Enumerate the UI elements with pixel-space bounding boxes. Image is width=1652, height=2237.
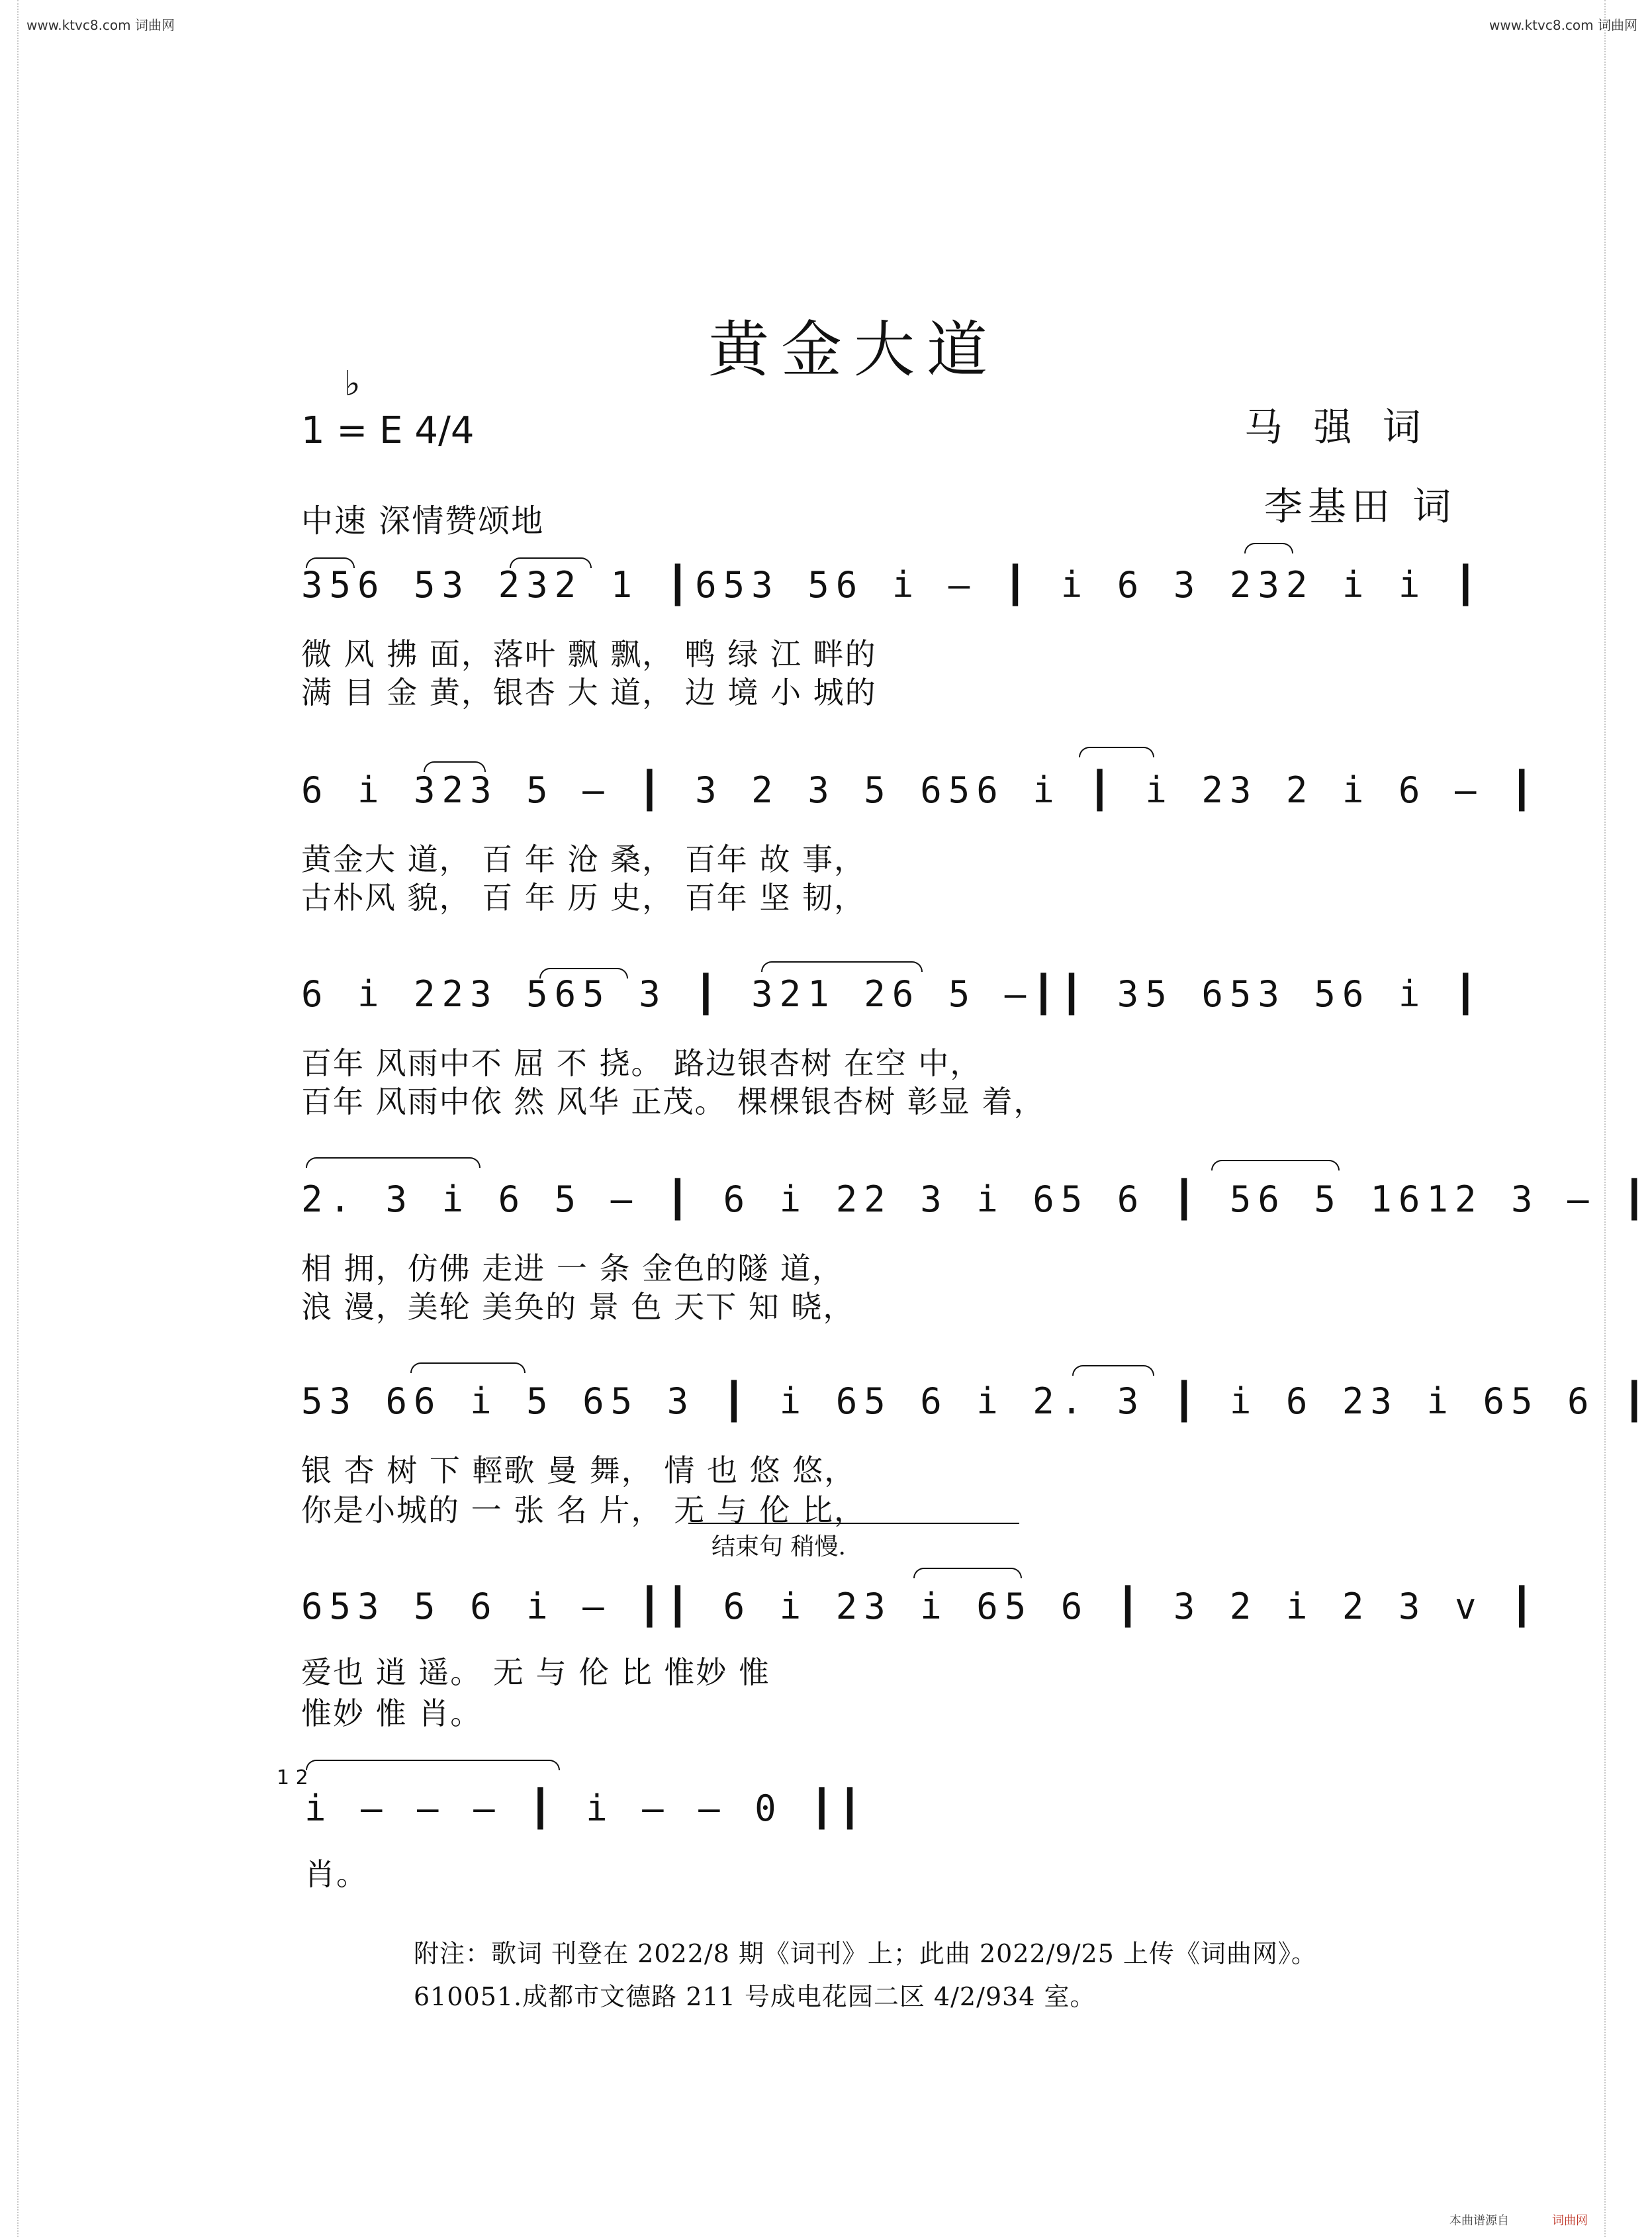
lyrics-line-7-verse-1: 肖。 [304,1856,368,1892]
lyrics-line-5-verse-1: 银 杏 树 下 輕歌 曼 舞， 情 也 悠 悠， [301,1452,856,1488]
volta-mark: 1 2 [277,1766,308,1789]
ending-remark: 结束句 稍慢. [711,1533,846,1560]
notation-line-6: 653 5 6 i — ┃┃ 6 i 23 i 65 6 ┃ 3 2 i 2 3 v ┃ [301,1586,1539,1627]
right-scan-strip [1604,0,1623,2237]
lyrics-line-2-verse-2: 古朴风 貌， 百 年 历 史， 百年 坚 韧， [301,880,866,916]
site-watermark-top-left[interactable]: www.ktvc8.com 词曲网 [26,17,175,33]
source-watermark: 本曲谱源自 [1449,2214,1509,2228]
key-signature: 1 = E 4/4 [301,409,475,452]
lyrics-line-2-verse-1: 黄金大 道， 百 年 沧 桑， 百年 故 事， [301,841,866,877]
lyrics-line-4-verse-1: 相 拥，仿佛 走进 一 条 金色的隧 道， [301,1251,844,1286]
notation-line-3: 6 i 223 565 3 ┃ 321 26 5 —┃┃ 35 653 56 i ┃ [301,973,1483,1015]
lyrics-line-5-verse-2: 你是小城的 一 张 名 片， 无 与 伦 比， [301,1492,866,1528]
lyrics-line-1-verse-1: 微 风 拂 面，落叶 飘 飘， 鸭 绿 江 畔的 [301,636,877,672]
left-scan-strip [0,0,19,2237]
footnote-line-2: 610051.成都市文德路 211 号成电花园二区 4/2/934 室。 [414,1982,1096,2011]
notation-line-2: 6 i 323 5 — ┃ 3 2 3 5 656 i ┃ i 23 2 i 6 — ┃ [301,769,1539,811]
notation-line-5: 53 66 i 5 65 3 ┃ i 65 6 i 2. 3 ┃ i 6 23 i 65 6 ┃ [301,1380,1652,1422]
lyrics-line-6-verse-1: 爱也 逍 遥。 无 与 伦 比 惟妙 惟 [301,1654,770,1690]
song-title: 黄金大道 [708,314,1000,385]
lyricist-credit: 马 强 词 [1244,405,1430,450]
slur [1079,747,1154,757]
tempo-marking: 中速 深情赞颂地 [301,502,545,540]
lyrics-line-1-verse-2: 满 目 金 黄，银杏 大 道， 边 境 小 城的 [301,675,877,710]
notation-line-4: 2. 3 i 6 5 — ┃ 6 i 22 3 i 65 6 ┃ 56 5 1612 3 — ┃ [301,1178,1652,1220]
slur [1072,1365,1154,1376]
slur [306,1157,481,1168]
tie [306,1760,560,1770]
notation-line-7: i — — — ┃ i — — 0 ┃┃ [304,1787,868,1829]
lyrics-line-6-verse-2: 惟妙 惟 肖。 [301,1695,482,1731]
slur [1244,543,1293,553]
slur [913,1568,1022,1578]
lyrics-line-3-verse-1: 百年 风雨中不 屈 不 挠。 路边银杏树 在空 中， [301,1045,982,1081]
slur [410,1362,526,1373]
notation-line-1: 356 53 232 1 ┃653 56 i — ┃ i 6 3 232 i i ┃ [301,564,1483,606]
slur [1211,1160,1340,1170]
composer-credit: 李基田 词 [1264,484,1457,529]
site-watermark-top-right[interactable]: www.ktvc8.com 词曲网 [1489,17,1638,33]
lyrics-line-3-verse-2: 百年 风雨中依 然 风华 正茂。 棵棵银杏树 彰显 着， [301,1084,1046,1119]
slur [761,961,923,972]
footnote-line-1: 附注：歌词 刊登在 2022/8 期《词刊》上；此曲 2022/9/25 上传《词曲网》。 [414,1939,1317,1968]
flat-sign: ♭ [344,364,361,404]
site-logo-watermark[interactable]: 词曲网 [1552,2214,1588,2228]
lyrics-line-4-verse-2: 浪 漫，美轮 美奂的 景 色 天下 知 晓， [301,1289,855,1325]
